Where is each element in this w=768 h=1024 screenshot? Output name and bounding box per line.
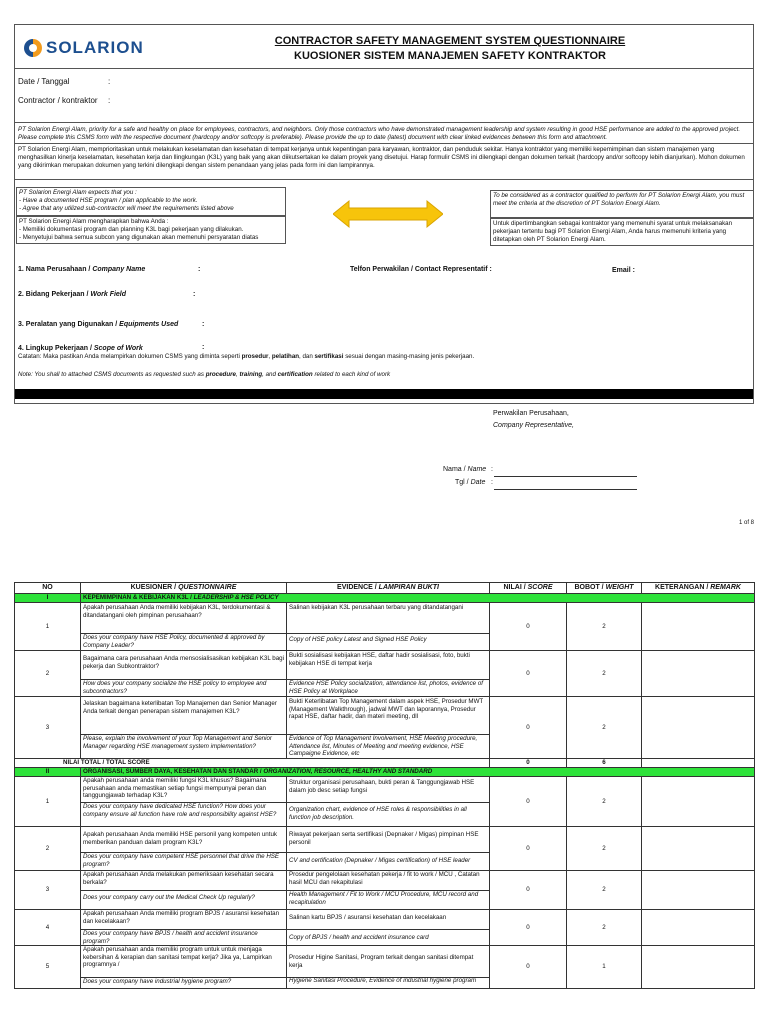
table-row — [15, 827, 755, 871]
header-weight: BOBOT / WEIGHT — [567, 583, 642, 594]
question-id: Apakah perusahaan anda memiliki fungsi K3L khusus? Bagaimana perusahaan anda memastikan setiap fungsi mempunyai peran dan tanggungjawab terhadap K3L? — [83, 777, 267, 800]
evidence-cell — [287, 910, 490, 946]
question-cell — [81, 697, 287, 759]
question-en: Does your company carry out the Medical Check Up regularly? — [81, 890, 286, 909]
remark-cell[interactable] — [642, 697, 755, 759]
question-en: Does your company have HSE Policy, documented & approved by Company Leader? — [81, 633, 286, 650]
contact-phone-label: Telfon Perwakilan / Contact Representatif : — [350, 266, 492, 273]
question-cell — [81, 910, 287, 946]
evidence-cell — [287, 777, 490, 827]
total-remark — [642, 759, 755, 768]
sign-date-label: Tgl / Date — [455, 479, 486, 486]
remark-cell[interactable] — [642, 946, 755, 989]
header-evidence: EVIDENCE / LAMPIRAN BUKTI — [287, 583, 490, 594]
table-row — [15, 651, 755, 697]
weight-cell: 2 — [567, 651, 642, 697]
scope-label: 4. Lingkup Pekerjaan / Scope of Work — [18, 345, 143, 352]
table-row — [15, 946, 755, 989]
equipment-label: 3. Peralatan yang Digunakan / Equipments Used — [18, 321, 179, 328]
section-row — [15, 768, 755, 777]
work-field-label: 2. Bidang Pekerjaan / Work Field — [18, 291, 127, 298]
company-name-label: 1. Nama Perusahaan / Company Name — [18, 266, 146, 273]
sun-logo-icon — [24, 39, 42, 57]
evidence-cell — [287, 651, 490, 697]
evidence-en: CV and certification (Depnaker / Migas certification) of HSE leader — [287, 852, 489, 870]
divider — [15, 179, 753, 180]
remark-cell[interactable] — [642, 871, 755, 910]
question-en: Does your company have industrial hygiene program? — [81, 977, 286, 988]
evidence-en: Copy of BPJS / health and accident insurance card — [287, 929, 489, 945]
score-cell[interactable]: 0 — [490, 871, 567, 910]
section-title: KEPEMIMPINAN & KEBIJAKAN K3L / LEADERSHIP & HSE POLICY — [81, 594, 755, 603]
criteria-indonesian: Untuk dipertimbangkan sebagai kontraktor yang memenuhi syarat untuk melaksanakan pekerjaan tertentu bagi PT Solarion Energi Alam, Anda harus memenuhi kriteria yang ditetapkan oleh PT Solarion Energi Alam. — [490, 218, 754, 246]
evidence-en: Copy of HSE policy Latest and Signed HSE Policy — [287, 633, 489, 650]
title-english: CONTRACTOR SAFETY MANAGEMENT SYSTEM QUESTIONNAIRE — [274, 35, 626, 47]
divider — [15, 143, 753, 144]
score-cell[interactable]: 0 — [490, 697, 567, 759]
weight-cell: 2 — [567, 697, 642, 759]
question-cell — [81, 871, 287, 910]
weight-cell: 2 — [567, 777, 642, 827]
evidence-id: Bukti Keterlibatan Top Management dalam aspek HSE, Prosedur MWT (Management Walkthrough), jadwal MWT dan laporannya, Prosedur rapat HSE, daftar hadir, dan materi meeting, dll — [289, 698, 484, 721]
score-cell[interactable]: 0 — [490, 603, 567, 651]
page-number: 1 of 8 — [738, 520, 754, 526]
weight-cell: 2 — [567, 827, 642, 871]
row-number: 1 — [15, 777, 81, 827]
expects-english-line: - Have a documented HSE program / plan applicable to the work. — [19, 197, 198, 204]
question-id: Bagaimana cara perusahaan Anda mensosialisasikan kebijakan K3L bagi pekerja dan Subkontraktor? — [83, 655, 284, 670]
score-cell[interactable]: 0 — [490, 777, 567, 827]
evidence-id: Salinan kebijakan K3L perusahaan terbaru yang ditandatangani — [289, 604, 464, 611]
double-arrow-icon — [333, 199, 443, 229]
expects-english-box — [16, 187, 286, 216]
row-number: 2 — [15, 827, 81, 871]
table-row — [15, 777, 755, 827]
score-cell[interactable]: 0 — [490, 827, 567, 871]
row-number: 4 — [15, 910, 81, 946]
remark-cell[interactable] — [642, 777, 755, 827]
score-cell[interactable]: 0 — [490, 910, 567, 946]
representative-label-id: Perwakilan Perusahaan, — [493, 410, 569, 417]
question-en: Does your company have dedicated HSE function? How does your company ensure all function have role and responsibility against HSE? — [81, 802, 286, 826]
row-number: 3 — [15, 871, 81, 910]
evidence-en: Hygiene Sanitasi Procedure, Evidence of industrial hygiene program — [287, 977, 489, 988]
expects-english-line: - Agree that any utilized sub-contractor will meet the requirements listed above — [19, 205, 234, 212]
contractor-colon: : — [108, 96, 111, 105]
evidence-en: Organization chart, evidence of HSE roles & responsibilities in all function job description. — [287, 802, 489, 826]
contractor-label: Contractor / kontraktor — [18, 96, 98, 105]
table-row — [15, 871, 755, 910]
evidence-cell — [287, 603, 490, 651]
row-number: 5 — [15, 946, 81, 989]
intro-english: PT Solarion Energi Alam, priority for a safe and healthy on place for employees, contractors, and neighbors. Only those contractors who have demonstrated management leadership and system resulting in good HSE performance are added to the approved project. Please complete this CSMS form with the respective document (hardcopy and/or softcopy is preferable). Please provide the up to date (latest) document with clear linked evidences between this form and attachment. — [18, 126, 741, 141]
evidence-cell — [287, 946, 490, 989]
evidence-id: Prosedur Higine Sanitasi, Program terkait dengan sanitasi ditempat kerja — [289, 954, 474, 969]
evidence-id: Salinan kartu BPJS / asuransi kesehatan dan kecelakaan — [289, 914, 447, 921]
question-cell — [81, 777, 287, 827]
name-colon: : — [491, 466, 493, 473]
representative-label-en: Company Representative, — [493, 422, 574, 429]
questionnaire-table — [14, 582, 755, 989]
question-id: Apakah perusahaan Anda memiliki kebijakan K3L, terdokumentasi & ditandatangani oleh pimpinan perusahaan? — [83, 604, 271, 619]
date-signature-line[interactable] — [494, 489, 637, 490]
expects-indonesian-line: PT Solarion Energi Alam mengharapkan bahwa Anda : — [19, 218, 169, 225]
score-cell[interactable]: 0 — [490, 651, 567, 697]
header-remark: KETERANGAN / REMARK — [642, 583, 755, 594]
remark-cell[interactable] — [642, 603, 755, 651]
sign-date-colon: : — [491, 479, 493, 486]
question-cell — [81, 827, 287, 871]
weight-cell: 2 — [567, 871, 642, 910]
name-signature-line[interactable] — [494, 476, 637, 477]
section-number: II — [15, 768, 81, 777]
work-field-colon: : — [193, 291, 196, 298]
question-cell — [81, 651, 287, 697]
criteria-english: To be considered as a contractor qualified to perform for PT Solarion Energi Alam, you must meet the criteria at the discretion of PT Solarion Energi Alam. — [490, 190, 754, 218]
total-weight: 6 — [567, 759, 642, 768]
question-id: Apakah perusahaan anda memiliki program untuk untuk menjaga kebersihan & kerapian dan sanitasi tempat kerja? Jika ya, Lampirkan programnya / — [83, 946, 272, 969]
question-cell — [81, 946, 287, 989]
score-cell[interactable]: 0 — [490, 946, 567, 989]
date-colon: : — [108, 77, 111, 86]
remark-cell[interactable] — [642, 651, 755, 697]
question-id: Apakah perusahaan Anda melakukan pemeriksaan kesehatan secara berkala? — [83, 871, 274, 886]
table-row — [15, 697, 755, 759]
total-score: 0 — [490, 759, 567, 768]
header-questionnaire: KUESIONER / QUESTIONNAIRE — [81, 583, 287, 594]
email-label: Email : — [612, 267, 635, 274]
evidence-cell — [287, 871, 490, 910]
expects-indonesian-line: - Memiliki dokumentasi program dan planning K3L bagi pekerjaan yang dilakukan. — [19, 226, 244, 233]
section-number: I — [15, 594, 81, 603]
evidence-cell — [287, 827, 490, 871]
note-english: Note: You shall to attached CSMS documents as requested such as procedure, training, and certification related to each kind of work — [18, 371, 391, 378]
expects-indonesian-line: - Menyetujui bahwa semua subcon yang digunakan akan memenuhi persyaratan diatas — [19, 234, 259, 241]
table-row — [15, 910, 755, 946]
note-indonesian: Catatan: Maka pastikan Anda melampirkan dokumen CSMS yang diminta seperti prosedur, pelatihan, dan sertifikasi sesuai dengan masing-masing jenis pekerjaan. — [18, 353, 475, 360]
scope-colon: : — [202, 344, 205, 351]
row-number: 3 — [15, 697, 81, 759]
question-id: Apakah perusahaan Anda memiliki program BPJS / asuransi kesehatan dan kecelakaan? — [83, 910, 280, 925]
header-score: NILAI / SCORE — [490, 583, 567, 594]
weight-cell: 2 — [567, 603, 642, 651]
evidence-en: Evidence of Top Management Involvement, HSE Meeting procedure, Attendance list, Minutes of Meeting and meeting evidence, HSE Campaigne Evidence, etc — [287, 734, 489, 758]
expects-english-line: PT Solarion Energi Alam expects that you : — [19, 189, 137, 196]
intro-indonesian: PT Solarion Energi Alam, memprioritaskan untuk melakukan keselamatan dan kesehatan di tempat kerjanya untuk kepentingan para karyawan, kontraktor, dan penduduk sekitar. Hanya kontraktor yang memiliki kepemimpinan dan sistem manajemen yang menghasilkan kinerja keselamatan, kesehatan kerja dan llingkungan (K3L) yang baik yang akan diikutsertakan ke dalam proyek yang disetujui. Harap formulir CSMS ini dilengkapi dengan dokumen terkait (hardcopy and/or softcopy lebih dianjurkan). Mohon dokumen yang dikirimkan merupakan dokumen yang terkini dilengkapi dengan sistem penandaan yang jelas pada form ini dan lampirannya. — [18, 146, 745, 169]
evidence-en: Health Management / Fit to Work / MCU Procedure, MCU record and recapitulation — [287, 890, 489, 909]
total-label: NILAI TOTAL / TOTAL SCORE — [15, 759, 490, 768]
company-logo — [24, 38, 144, 58]
evidence-id: Prosedur pengelolaan kesehatan pekerja / fit to work / MCU , Catatan hasil MCU dan rekapitulasi — [289, 871, 480, 886]
remark-cell[interactable] — [642, 910, 755, 946]
question-id: Jelaskan bagaimana keterlibatan Top Manajemen dan Senior Manager Anda terkait dengan penerapan sistem manajemen K3L? — [83, 700, 277, 715]
evidence-id: Riwayat pekerjaan serta sertifikasi (Depnaker / Migas) pimpinan HSE personil — [289, 831, 479, 846]
section-separator-bar — [15, 389, 753, 399]
question-en: Please, explain the involvement of your Top Management and Senior Manager regarding HSE management system implementation? — [81, 734, 286, 758]
total-row — [15, 759, 755, 768]
header-no: NO — [15, 583, 81, 594]
question-en: Does your company have BPJS / health and accident insurance program? — [81, 929, 286, 945]
row-number: 2 — [15, 651, 81, 697]
title-indonesian: KUOSIONER SISTEM MANAJEMEN SAFETY KONTRAKTOR — [294, 50, 606, 62]
weight-cell: 2 — [567, 910, 642, 946]
company-name-colon: : — [198, 266, 201, 273]
divider — [15, 122, 753, 123]
table-header-row — [15, 583, 755, 594]
section-title: ORGANISASI, SUMBER DAYA, KESEHATAN DAN STANDAR / ORGANIZATION, RESOURCE, HEALTHY AND STANDARD — [81, 768, 755, 777]
table-row — [15, 603, 755, 651]
question-id: Apakah perusahaan Anda memiliki HSE personil yang kompeten untuk memberikan panduan dalam program K3L? — [83, 831, 277, 846]
evidence-id: Bukti sosialisasi kebijakan HSE, daftar hadir sosialisasi, foto, bukti kebijakan HSE di tempat kerja — [289, 652, 470, 667]
question-en: How does your company socialize the HSE policy to employee and subcontractors? — [81, 679, 286, 696]
row-number: 1 — [15, 603, 81, 651]
question-cell — [81, 603, 287, 651]
equipment-colon: : — [202, 321, 205, 328]
name-label: Nama / Name — [443, 466, 487, 473]
divider — [15, 68, 753, 69]
evidence-en: Evidence HSE Policy socialization, attendance list, photos, evidence of HSE Policy at Workplace — [287, 679, 489, 696]
evidence-cell — [287, 697, 490, 759]
remark-cell[interactable] — [642, 827, 755, 871]
question-en: Does your company have competent HSE personnel that drive the HSE program? — [81, 852, 286, 870]
weight-cell: 1 — [567, 946, 642, 989]
expects-indonesian-box — [16, 216, 286, 244]
logo-text: SOLARION — [46, 38, 144, 57]
evidence-id: Struktur organisasi perusahaan, bukti peran & Tanggungjawab HSE dalam job desc setiap fungsi — [289, 779, 475, 794]
section-row — [15, 594, 755, 603]
date-label: Date / Tanggal — [18, 77, 70, 86]
